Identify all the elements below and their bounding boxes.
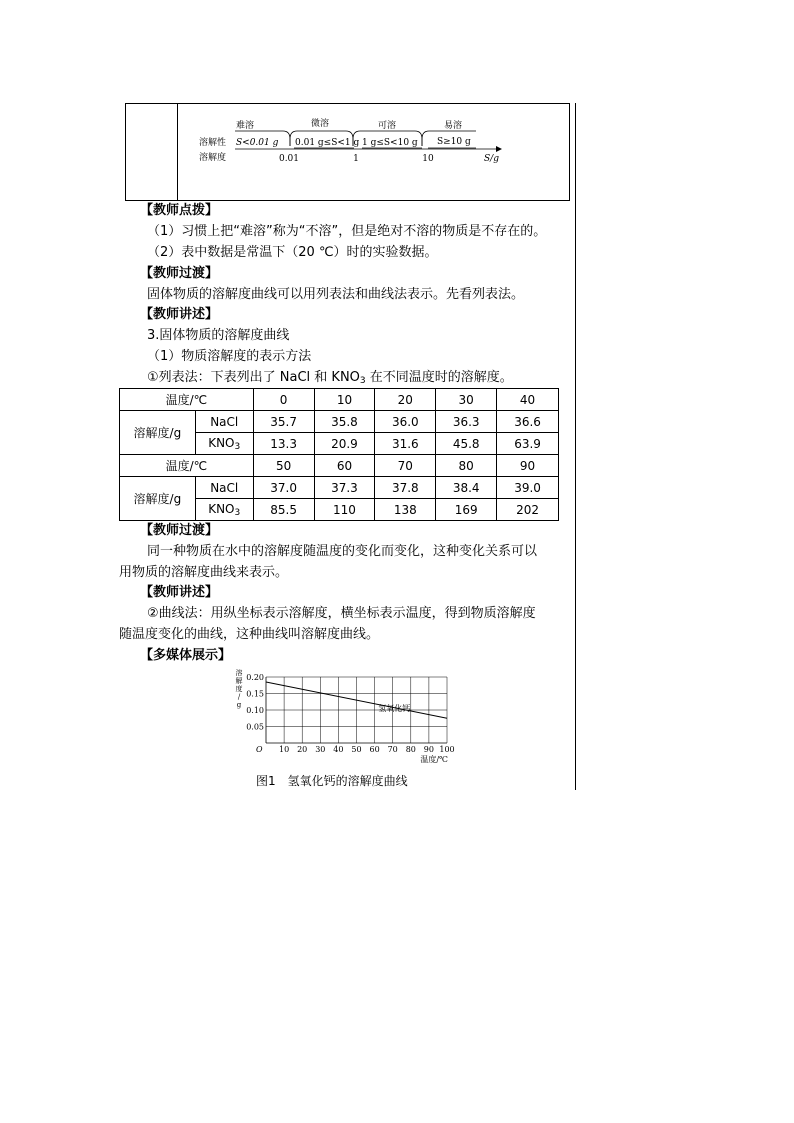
table-row: 溶解度/g NaCl 37.0 37.3 37.8 38.4 39.0 bbox=[120, 477, 559, 499]
temp-header: 温度/℃ bbox=[120, 455, 254, 477]
table-row: $KNO_3$ 85.5 110 138 169 202 bbox=[120, 499, 559, 521]
tip-heading: 【教师点拨】 bbox=[140, 203, 219, 218]
y-tick-label: 0.15 bbox=[246, 689, 264, 699]
lecture1-line-2: （1）物质溶解度的表示方法 bbox=[147, 349, 312, 364]
figure-caption: 图1 氢氧化钙的溶解度曲线 bbox=[256, 774, 408, 788]
y-axis-label: 度 bbox=[235, 685, 243, 693]
x-tick-label: 10 bbox=[279, 745, 290, 754]
lecture2-heading: 【教师讲述】 bbox=[140, 585, 219, 600]
lecture1-line-3: ①列表法：下表列出了 NaCl 和 $KNO_3$ 在不同温度时的溶解度。 bbox=[147, 370, 513, 386]
tick-1: 1 bbox=[353, 154, 359, 164]
media-heading: 【多媒体展示】 bbox=[140, 648, 232, 663]
y-tick-label: 0.05 bbox=[246, 722, 264, 732]
tip-line-2: （2）表中数据是常温下（20 ℃）时的实验数据。 bbox=[147, 245, 438, 260]
range-slightly: 0.01 g≤S<1 g bbox=[295, 138, 360, 148]
axis-arrow bbox=[496, 146, 502, 152]
table-row: 溶解度/g NaCl 35.7 35.8 36.0 36.3 36.6 bbox=[120, 411, 559, 433]
transition1-text: 固体物质的溶解度曲线可以用列表法和曲线法表示。先看列表法。 bbox=[147, 287, 525, 302]
x-tick-label: 70 bbox=[387, 745, 398, 754]
range-very: S≥10 g bbox=[437, 137, 471, 147]
table-row: $KNO_3$ 13.3 20.9 31.6 45.8 63.9 bbox=[120, 433, 559, 455]
x-tick-label: 40 bbox=[333, 745, 344, 754]
solubility-curve-chart bbox=[230, 666, 460, 768]
solubility-header: 溶解度/g bbox=[120, 477, 196, 521]
tip-line-1: （1）习惯上把“难溶”称为“不溶”，但是绝对不溶的物质是不存在的。 bbox=[147, 224, 547, 239]
level-label-soluble: 可溶 bbox=[377, 121, 397, 131]
nacl-label: NaCl bbox=[195, 411, 253, 433]
transition1-heading: 【教师过渡】 bbox=[140, 266, 219, 281]
solubility-table-part1 bbox=[119, 388, 559, 455]
level-label-slightly: 微溶 bbox=[310, 119, 330, 129]
tick-10: 10 bbox=[422, 154, 434, 164]
series-label: 氢氧化钙 bbox=[378, 703, 411, 713]
page-right-border bbox=[575, 103, 576, 790]
temp-header: 温度/℃ bbox=[120, 389, 254, 411]
x-tick-label: 30 bbox=[315, 745, 326, 754]
x-axis-label: 温度/℃ bbox=[420, 755, 448, 764]
lecture2-line-1: ②曲线法：用纵坐标表示溶解度，横坐标表示温度，得到物质溶解度 bbox=[147, 606, 536, 621]
axis-unit: S/g bbox=[484, 154, 499, 164]
kno3-label: $KNO_3$ bbox=[195, 433, 253, 455]
solubility-scale-diagram bbox=[178, 104, 568, 199]
x-tick-label: 60 bbox=[369, 745, 380, 754]
x-tick-label: 90 bbox=[423, 745, 434, 754]
transition2-heading: 【教师过渡】 bbox=[140, 523, 219, 538]
range-soluble: 1 g≤S<10 g bbox=[362, 138, 418, 148]
y-tick-label: 0.20 bbox=[246, 673, 264, 682]
x-tick-label: 80 bbox=[405, 745, 416, 754]
lecture2-line-2: 随温度变化的曲线，这种曲线叫溶解度曲线。 bbox=[119, 627, 380, 642]
x-tick-label: 20 bbox=[297, 745, 308, 754]
row-label-solubility-class: 溶解性 bbox=[199, 138, 227, 148]
table-row: 温度/℃ 0 10 20 30 40 bbox=[120, 389, 559, 411]
table-row: 温度/℃ 50 60 70 80 90 bbox=[120, 455, 559, 477]
transition2-line-1: 同一种物质在水中的溶解度随温度的变化而变化，这种变化关系可以 bbox=[147, 544, 538, 559]
lecture1-line-1: 3.固体物质的溶解度曲线 bbox=[147, 328, 290, 343]
y-axis-label: / bbox=[237, 693, 241, 701]
row-label-solubility: 溶解度 bbox=[199, 153, 227, 163]
origin-label: O bbox=[256, 745, 263, 754]
range-insoluble: S<0.01 g bbox=[236, 138, 279, 148]
y-axis-label: g bbox=[236, 701, 242, 709]
solubility-table-part2 bbox=[119, 454, 559, 521]
x-tick-label: 100 bbox=[439, 745, 455, 754]
y-axis-label: 溶 bbox=[235, 669, 243, 677]
y-axis-label: 解 bbox=[235, 677, 243, 685]
tick-0-01: 0.01 bbox=[278, 154, 300, 164]
x-tick-label: 50 bbox=[351, 745, 362, 754]
level-label-very: 易溶 bbox=[443, 121, 463, 131]
solubility-header: 溶解度/g bbox=[120, 411, 196, 455]
lecture1-heading: 【教师讲述】 bbox=[140, 307, 219, 322]
y-tick-label: 0.10 bbox=[246, 706, 264, 715]
level-label-insoluble: 难溶 bbox=[235, 121, 255, 131]
nacl-label: NaCl bbox=[195, 477, 253, 499]
kno3-label: $KNO_3$ bbox=[195, 499, 253, 521]
transition2-line-2: 用物质的溶解度曲线来表示。 bbox=[119, 565, 289, 580]
